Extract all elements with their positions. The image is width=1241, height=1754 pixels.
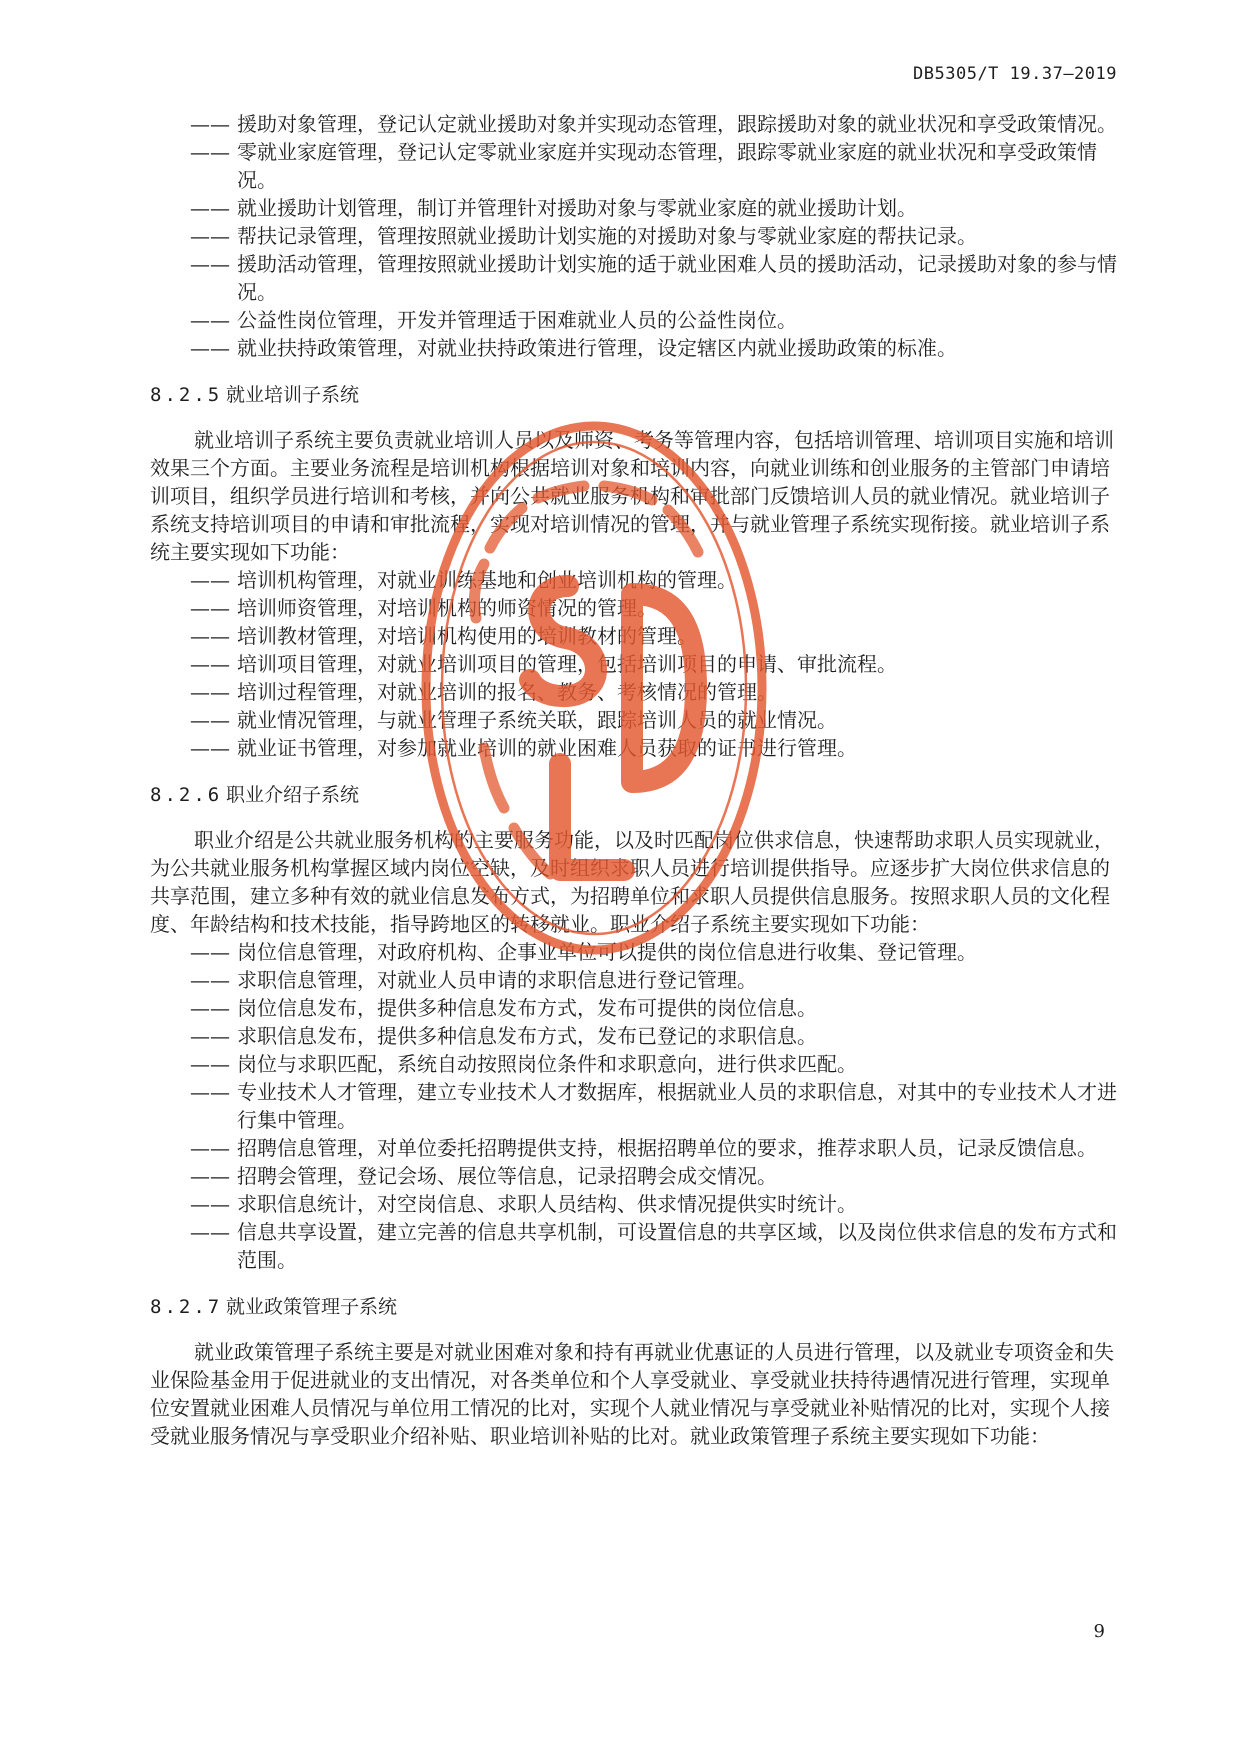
content-body — [150, 110, 1118, 1450]
list-item: —— 招聘会管理，登记会场、展位等信息，记录招聘会成交情况。 — [190, 1164, 777, 1188]
list-item: —— 援助活动管理，管理按照就业援助计划实施的适于就业困难人员的援助活动，记录援助对象的参与情况。 — [190, 252, 1117, 304]
dash-mark: —— — [190, 1080, 230, 1104]
dash-mark: —— — [190, 996, 230, 1020]
dash-mark: —— — [190, 252, 230, 276]
dash-mark: —— — [190, 736, 230, 760]
section-number: 8.2.7 — [150, 1296, 223, 1318]
dash-mark: —— — [190, 1024, 230, 1048]
dash-mark: —— — [190, 1192, 230, 1216]
bullet-list-aid — [150, 110, 1118, 362]
list-item: —— 就业情况管理，与就业管理子系统关联，跟踪培训人员的就业情况。 — [190, 708, 837, 732]
section-paragraph: 职业介绍是公共就业服务机构的主要服务功能，以及时匹配岗位供求信息，快速帮助求职人员实现就业，为公共就业服务机构掌握区域内岗位空缺，及时组织求职人员进行培训提供指导。应逐步扩大岗位供求信息的共享范围，建立多种有效的就业信息发布方式，为招聘单位和求职人员提供信息服务。按照求职人员的文化程度、年龄结构和技术技能，指导跨地区的转移就业。职业介绍子系统主要实现如下功能： — [150, 828, 1114, 936]
list-item: —— 培训教材管理，对培训机构使用的培训教材的管理。 — [190, 624, 697, 648]
doc-code: DB5305/T 19.37—2019 — [913, 64, 1117, 84]
dash-mark: —— — [190, 112, 230, 136]
list-item: —— 招聘信息管理，对单位委托招聘提供支持，根据招聘单位的要求，推荐求职人员，记录反馈信息。 — [190, 1136, 1097, 1160]
section-title: 就业政策管理子系统 — [226, 1296, 398, 1318]
bullet-list-training — [150, 566, 1118, 762]
dash-mark: —— — [190, 596, 230, 620]
dash-mark: —— — [190, 940, 230, 964]
section-heading-8-2-7 — [150, 1293, 1118, 1321]
list-item: —— 培训师资管理，对培训机构的师资情况的管理。 — [190, 596, 657, 620]
dash-mark: —— — [190, 336, 230, 360]
dash-mark: —— — [190, 968, 230, 992]
list-item: —— 帮扶记录管理，管理按照就业援助计划实施的对援助对象与零就业家庭的帮扶记录。 — [190, 224, 977, 248]
section-title: 就业培训子系统 — [226, 384, 360, 406]
section-paragraph: 就业培训子系统主要负责就业培训人员以及师资、考务等管理内容，包括培训管理、培训项目实施和培训效果三个方面。主要业务流程是培训机构根据培训对象和培训内容，向就业训练和创业服务的主管部门申请培训项目，组织学员进行培训和考核，并向公共就业服务机构和审批部门反馈培训人员的就业情况。就业培训子系统支持培训项目的申请和审批流程，实现对培训情况的管理，并与就业管理子系统实现衔接。就业培训子系统主要实现如下功能： — [150, 428, 1114, 564]
dash-mark: —— — [190, 568, 230, 592]
section-paragraph: 就业政策管理子系统主要是对就业困难对象和持有再就业优惠证的人员进行管理，以及就业专项资金和失业保险基金用于促进就业的支出情况，对各类单位和个人享受就业、享受就业扶持待遇情况进行管理，实现单位安置就业困难人员情况与单位用工情况的比对，实现个人就业情况与享受就业补贴情况的比对，实现个人接受就业服务情况与享受职业介绍补贴、职业培训补贴的比对。就业政策管理子系统主要实现如下功能： — [150, 1340, 1114, 1448]
list-item: —— 培训项目管理，对就业培训项目的管理，包括培训项目的申请、审批流程。 — [190, 652, 897, 676]
dash-mark: —— — [190, 1136, 230, 1160]
section-number: 8.2.5 — [150, 384, 223, 406]
list-item: —— 求职信息管理，对就业人员申请的求职信息进行登记管理。 — [190, 968, 757, 992]
list-item: —— 岗位与求职匹配，系统自动按照岗位条件和求职意向，进行供求匹配。 — [190, 1052, 857, 1076]
list-item: —— 岗位信息发布，提供多种信息发布方式，发布可提供的岗位信息。 — [190, 996, 817, 1020]
list-item: —— 岗位信息管理，对政府机构、企事业单位可以提供的岗位信息进行收集、登记管理。 — [190, 940, 977, 964]
dash-mark: —— — [190, 308, 230, 332]
list-item: —— 专业技术人才管理，建立专业技术人才数据库，根据就业人员的求职信息，对其中的专业技术人才进行集中管理。 — [190, 1080, 1117, 1132]
section-title: 职业介绍子系统 — [226, 784, 360, 806]
dash-mark: —— — [190, 224, 230, 248]
dash-mark: —— — [190, 140, 230, 164]
dash-mark: —— — [190, 652, 230, 676]
dash-mark: —— — [190, 1164, 230, 1188]
list-item: —— 公益性岗位管理，开发并管理适于困难就业人员的公益性岗位。 — [190, 308, 797, 332]
dash-mark: —— — [190, 680, 230, 704]
list-item: —— 培训过程管理，对就业培训的报名、教务、考核情况的管理。 — [190, 680, 777, 704]
page-number: 9 — [1093, 1621, 1105, 1642]
list-item: —— 援助对象管理，登记认定就业援助对象并实现动态管理，跟踪援助对象的就业状况和享受政策情况。 — [190, 112, 1117, 136]
section-heading-8-2-5 — [150, 381, 1118, 409]
bullet-list-job-intro — [150, 938, 1118, 1274]
dash-mark: —— — [190, 624, 230, 648]
dash-mark: —— — [190, 1052, 230, 1076]
list-item: —— 培训机构管理，对就业训练基地和创业培训机构的管理。 — [190, 568, 737, 592]
list-item: —— 就业证书管理，对参加就业培训的就业困难人员获取的证书进行管理。 — [190, 736, 857, 760]
list-item: —— 就业扶持政策管理，对就业扶持政策进行管理，设定辖区内就业援助政策的标准。 — [190, 336, 957, 360]
dash-mark: —— — [190, 708, 230, 732]
list-item: —— 求职信息统计，对空岗信息、求职人员结构、供求情况提供实时统计。 — [190, 1192, 857, 1216]
dash-mark: —— — [190, 1220, 230, 1244]
list-item: —— 求职信息发布，提供多种信息发布方式，发布已登记的求职信息。 — [190, 1024, 817, 1048]
section-heading-8-2-6 — [150, 781, 1118, 809]
list-item: —— 就业援助计划管理，制订并管理针对援助对象与零就业家庭的就业援助计划。 — [190, 196, 917, 220]
dash-mark: —— — [190, 196, 230, 220]
list-item: —— 信息共享设置，建立完善的信息共享机制，可设置信息的共享区域，以及岗位供求信息的发布方式和范围。 — [190, 1220, 1117, 1272]
list-item: —— 零就业家庭管理，登记认定零就业家庭并实现动态管理，跟踪零就业家庭的就业状况和享受政策情况。 — [190, 140, 1097, 192]
section-number: 8.2.6 — [150, 784, 223, 806]
